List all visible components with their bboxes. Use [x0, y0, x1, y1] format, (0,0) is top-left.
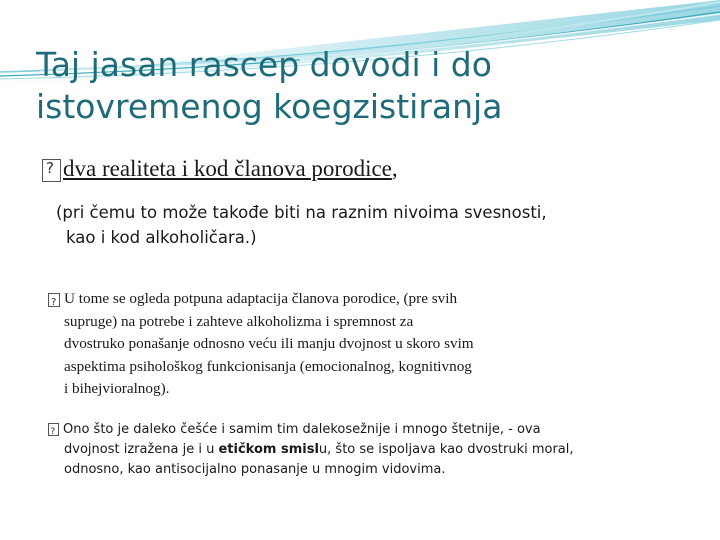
title-line-2: istovremenog koegzistiranja: [36, 87, 503, 126]
point-3-line-1: Ono što je daleko češće i samim tim dalekosežnije i mnogo štetnije, - ova: [63, 422, 541, 437]
point-3-line-2-end: u, što se ispoljava kao dvostruki moral,: [318, 442, 574, 457]
missing-glyph-icon: [48, 293, 60, 307]
point-2-paragraph: [48, 288, 678, 401]
point-2-line-2: supruge) na potrebe i zahteve alkoholizma i spremnost za: [64, 312, 414, 330]
point-1-comma: ,: [391, 156, 398, 181]
point-3-line-3: odnosno, kao antisocijalno ponasanje u mnogim vidovima.: [64, 462, 446, 477]
point-2-line-1: U tome se ogleda potpuna adaptacija članova porodice, (pre svih: [64, 290, 458, 307]
point-1-detail: [56, 200, 686, 250]
point-1-heading-text: dva realiteta i kod članova porodice: [63, 156, 392, 181]
point-2-line-5: i bihejvioralnog).: [64, 380, 170, 397]
title-line-1: Taj jasan rascep dovodi i do: [36, 45, 492, 84]
point-1-detail-line-2: kao i kod alkoholičara.): [66, 228, 257, 247]
point-1-heading: [42, 156, 398, 182]
point-3-paragraph: [48, 420, 688, 480]
point-3-line-2-start: dvojnost izražena je i u: [64, 442, 219, 457]
slide-title: [36, 44, 676, 128]
missing-glyph-icon: [48, 423, 59, 436]
point-2-line-3: dvostruko ponašanje odnosno veću ili manju dvojnost u skoro svim: [64, 335, 474, 352]
point-3-line-2: [48, 440, 688, 460]
point-1-detail-line-1: (pri čemu to može takođe biti na raznim nivoima svesnosti,: [56, 203, 547, 222]
point-3-emphasis: etičkom smisl: [218, 442, 319, 457]
point-2-line-4: aspektima psihološkog funkcionisanja (emocionalnog, kognitivnog: [64, 357, 472, 375]
missing-glyph-icon: [42, 159, 61, 182]
